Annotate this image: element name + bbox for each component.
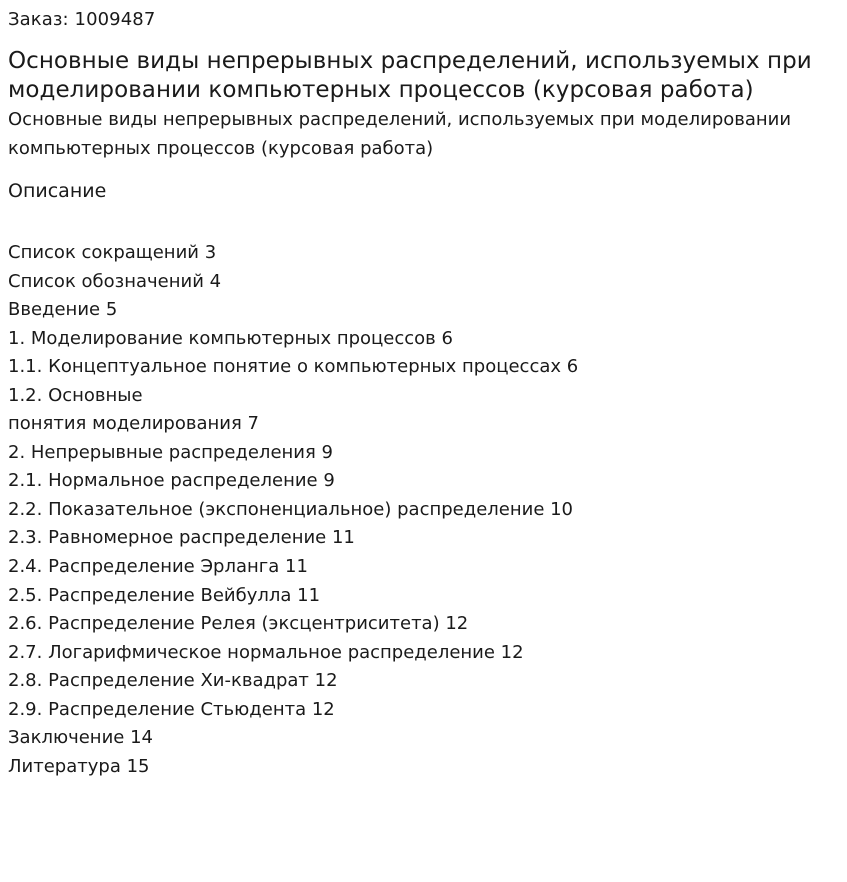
- toc-item: 1.2. Основные: [8, 384, 143, 406]
- toc-item: 2.5. Распределение Вейбулла 11: [8, 584, 321, 606]
- toc-item: 2.4. Распределение Эрланга 11: [8, 556, 308, 578]
- page-title: Основные виды непрерывных распределений, используемых при моделировании компьютерных процессов (курсовая работа): [8, 48, 812, 103]
- toc-item: 1.1. Концептуальное понятие о компьютерных процессах 6: [8, 356, 579, 378]
- toc-item: 2.8. Распределение Хи-квадрат 12: [8, 670, 338, 692]
- toc-item: Введение 5: [8, 299, 118, 321]
- page-subtitle: Основные виды непрерывных распределений, используемых при моделировании компьютерных процессов (курсовая работа): [8, 109, 792, 159]
- toc-item: 2.2. Показательное (экспоненциальное) распределение 10: [8, 498, 574, 520]
- description-heading: Описание: [8, 180, 107, 202]
- toc-item: 2.7. Логарифмическое нормальное распределение 12: [8, 641, 524, 663]
- toc-item: 1. Моделирование компьютерных процессов 6: [8, 327, 453, 349]
- toc-item: Заключение 14: [8, 727, 153, 749]
- toc-item: 2.1. Нормальное распределение 9: [8, 470, 335, 492]
- toc-item: Литература 15: [8, 755, 150, 777]
- toc-item: 2. Непрерывные распределения 9: [8, 441, 333, 463]
- toc-item: понятия моделирования 7: [8, 413, 259, 435]
- toc-item: 2.9. Распределение Стьюдента 12: [8, 698, 335, 720]
- toc-item: Список сокращений 3: [8, 242, 217, 263]
- toc-item: 2.3. Равномерное распределение 11: [8, 527, 355, 549]
- order-number: Заказ: 1009487: [8, 9, 156, 30]
- table-of-contents: [8, 239, 839, 781]
- toc-item: Список обозначений 4: [8, 270, 222, 292]
- toc-item: 2.6. Распределение Релея (эксцентриситета) 12: [8, 613, 469, 635]
